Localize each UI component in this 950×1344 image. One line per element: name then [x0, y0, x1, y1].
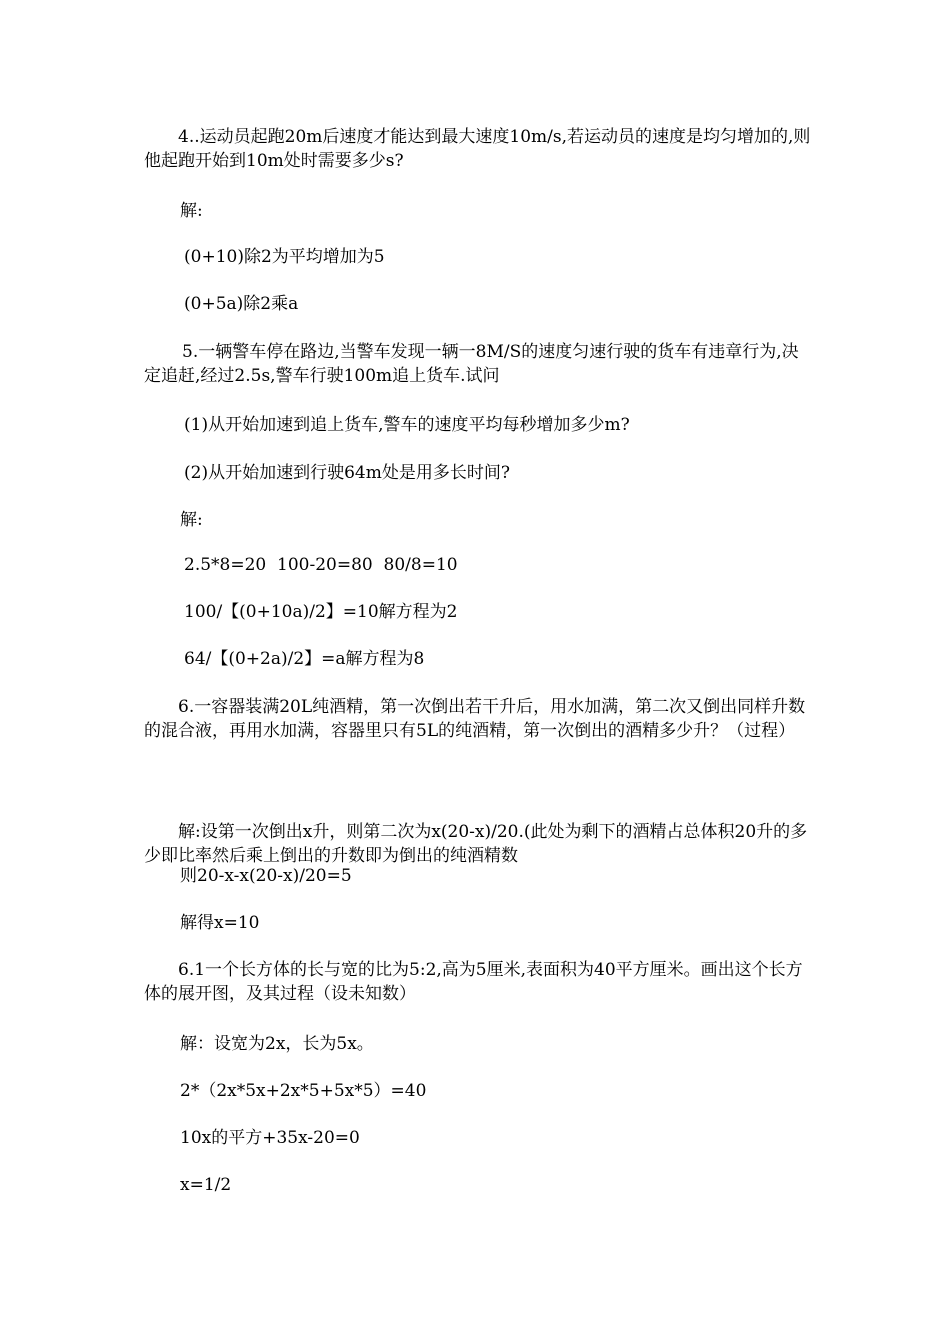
- solution-6: 解:设第一次倒出x升，则第二次为x(20-x)/20.(此处为剩下的酒精占总体积20升的多少即比率然后乘上倒出的升数即为倒出的纯酒精数: [144, 822, 808, 866]
- solution-6-1: 解：设宽为2x，长为5x。: [180, 1034, 374, 1054]
- solution-6-line-2: 解得x=10: [180, 913, 260, 933]
- question-6: 6.一容器装满20L纯酒精，第一次倒出若干升后，用水加满，第二次又倒出同样升数的混合液，再用水加满，容器里只有5L的纯酒精，第一次倒出的酒精多少升？（过程）: [144, 697, 806, 741]
- solution-4-line-1: (0+10)除2为平均增加为5: [184, 247, 385, 267]
- solution-label-4: 解:: [180, 201, 203, 221]
- solution-5-line-2: 100/【(0+10a)/2】=10解方程为2: [184, 602, 458, 622]
- question-5-part-1: (1)从开始加速到追上货车,警车的速度平均每秒增加多少m?: [184, 415, 630, 435]
- solution-6-1-line-1: 2*（2x*5x+2x*5+5x*5）=40: [180, 1081, 427, 1101]
- solution-6-line-1: 则20-x-x(20-x)/20=5: [180, 866, 352, 886]
- solution-4-line-2: (0+5a)除2乘a: [184, 294, 299, 314]
- question-4: 4..运动员起跑20m后速度才能达到最大速度10m/s,若运动员的速度是均匀增加的,则他起跑开始到10m处时需要多少s?: [144, 127, 811, 171]
- solution-6-1-line-2: 10x的平方+35x-20=0: [180, 1128, 360, 1148]
- question-6-1: 6.1一个长方体的长与宽的比为5:2,高为5厘米,表面积为40平方厘米。画出这个长方体的展开图，及其过程（设未知数）: [144, 960, 803, 1004]
- solution-5-line-1: 2.5*8=20 100-20=80 80/8=10: [184, 555, 458, 575]
- question-5: 5.一辆警车停在路边,当警车发现一辆一8M/S的速度匀速行驶的货车有违章行为,决定追赶,经过2.5s,警车行驶100m追上货车.试问: [144, 342, 799, 386]
- solution-6-1-line-3: x=1/2: [180, 1175, 232, 1195]
- solution-5-line-3: 64/【(0+2a)/2】=a解方程为8: [184, 649, 425, 669]
- solution-label-5: 解:: [180, 510, 203, 530]
- question-5-part-2: (2)从开始加速到行驶64m处是用多长时间?: [184, 463, 510, 483]
